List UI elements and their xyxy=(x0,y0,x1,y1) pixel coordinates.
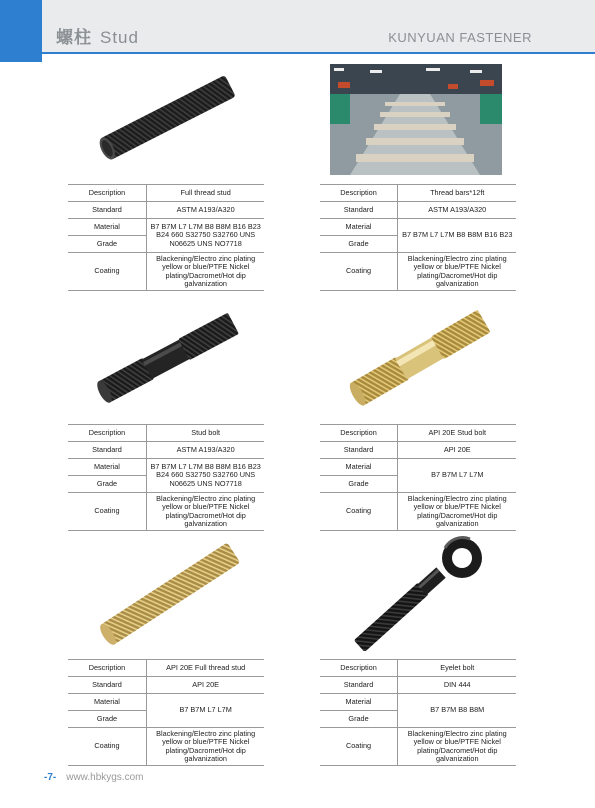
standard-value: ASTM A193/A320 xyxy=(146,202,264,219)
eyelet-bolt-image xyxy=(340,536,490,651)
grade-label: Grade xyxy=(68,711,146,728)
description-label: Description xyxy=(68,425,146,442)
material-grade-value: B7 B7M L7 L7M xyxy=(146,694,264,728)
api-20e-stud-bolt-image xyxy=(340,308,500,408)
spec-table-row-3 xyxy=(68,659,516,766)
standard-value: ASTM A193/A320 xyxy=(146,442,264,459)
footer xyxy=(44,772,143,783)
description-label: Description xyxy=(68,185,146,202)
stud-bolt-image xyxy=(88,310,248,405)
description-label: Description xyxy=(68,660,146,677)
header-underline xyxy=(0,52,595,54)
coating-value: Blackening/Electro zinc plating yellow or blue/PTFE Nickel plating/Dacromet/Hot dip galvanization xyxy=(398,728,516,766)
material-grade-value: B7 B7M L7 L7M B8 B8M B16 B23 B24 660 S32750 S32760 UNS N06625 UNS NO7718 xyxy=(146,219,264,253)
description-value: Thread bars*12ft xyxy=(398,185,516,202)
grade-label: Grade xyxy=(68,476,146,493)
standard-value: API 20E xyxy=(146,677,264,694)
description-value: Full thread stud xyxy=(146,185,264,202)
thread-bars-warehouse-image xyxy=(330,64,502,175)
grade-label: Grade xyxy=(320,476,398,493)
description-label: Description xyxy=(320,185,398,202)
coating-value: Blackening/Electro zinc plating yellow or blue/PTFE Nickel plating/Dacromet/Hot dip galvanization xyxy=(146,728,264,766)
description-value: Eyelet bolt xyxy=(398,660,516,677)
description-label: Description xyxy=(320,660,398,677)
coating-value: Blackening/Electro zinc plating yellow or blue/PTFE Nickel plating/Dacromet/Hot dip galvanization xyxy=(398,493,516,531)
coating-label: Coating xyxy=(68,728,146,766)
material-grade-value: B7 B7M L7 L7M B8 B8M B16 B23 xyxy=(398,219,516,253)
description-value: API 20E Stud bolt xyxy=(398,425,516,442)
coating-label: Coating xyxy=(320,253,398,291)
coating-label: Coating xyxy=(320,728,398,766)
standard-label: Standard xyxy=(68,442,146,459)
coating-label: Coating xyxy=(68,253,146,291)
grade-label: Grade xyxy=(320,236,398,253)
material-label: Material xyxy=(320,219,398,236)
coating-value: Blackening/Electro zinc plating yellow or blue/PTFE Nickel plating/Dacromet/Hot dip galvanization xyxy=(398,253,516,291)
standard-label: Standard xyxy=(320,677,398,694)
coating-label: Coating xyxy=(320,493,398,531)
standard-value: ASTM A193/A320 xyxy=(398,202,516,219)
material-label: Material xyxy=(68,219,146,236)
page-title-en: Stud xyxy=(100,28,139,47)
brand-name: KUNYUAN FASTENER xyxy=(388,30,532,45)
standard-label: Standard xyxy=(68,677,146,694)
spec-table-row-1 xyxy=(68,184,516,291)
website-link[interactable]: www.hbkygs.com xyxy=(66,772,144,783)
description-value: Stud bolt xyxy=(146,425,264,442)
page-title xyxy=(56,23,139,48)
standard-label: Standard xyxy=(68,202,146,219)
grade-label: Grade xyxy=(320,711,398,728)
page-title-cn: 螺柱 xyxy=(56,28,92,47)
standard-value: API 20E xyxy=(398,442,516,459)
grade-label: Grade xyxy=(68,236,146,253)
standard-value: DIN 444 xyxy=(398,677,516,694)
material-label: Material xyxy=(320,694,398,711)
material-label: Material xyxy=(68,459,146,476)
material-grade-value: B7 B7M B8 B8M xyxy=(398,694,516,728)
api-20e-full-thread-stud-image xyxy=(90,542,250,647)
coating-value: Blackening/Electro zinc plating yellow or blue/PTFE Nickel plating/Dacromet/Hot dip galvanization xyxy=(146,493,264,531)
full-thread-stud-image xyxy=(90,68,245,168)
coating-value: Blackening/Electro zinc plating yellow or blue/PTFE Nickel plating/Dacromet/Hot dip galvanization xyxy=(146,253,264,291)
spec-table-row-2 xyxy=(68,424,516,531)
coating-label: Coating xyxy=(68,493,146,531)
material-grade-value: B7 B7M L7 L7M xyxy=(398,459,516,493)
description-label: Description xyxy=(320,425,398,442)
material-grade-value: B7 B7M L7 L7M B8 B8M B16 B23 B24 660 S32750 S32760 UNS N06625 UNS NO7718 xyxy=(146,459,264,493)
standard-label: Standard xyxy=(320,442,398,459)
material-label: Material xyxy=(68,694,146,711)
description-value: API 20E Full thread stud xyxy=(146,660,264,677)
page-number: -7- xyxy=(44,772,57,783)
standard-label: Standard xyxy=(320,202,398,219)
material-label: Material xyxy=(320,459,398,476)
